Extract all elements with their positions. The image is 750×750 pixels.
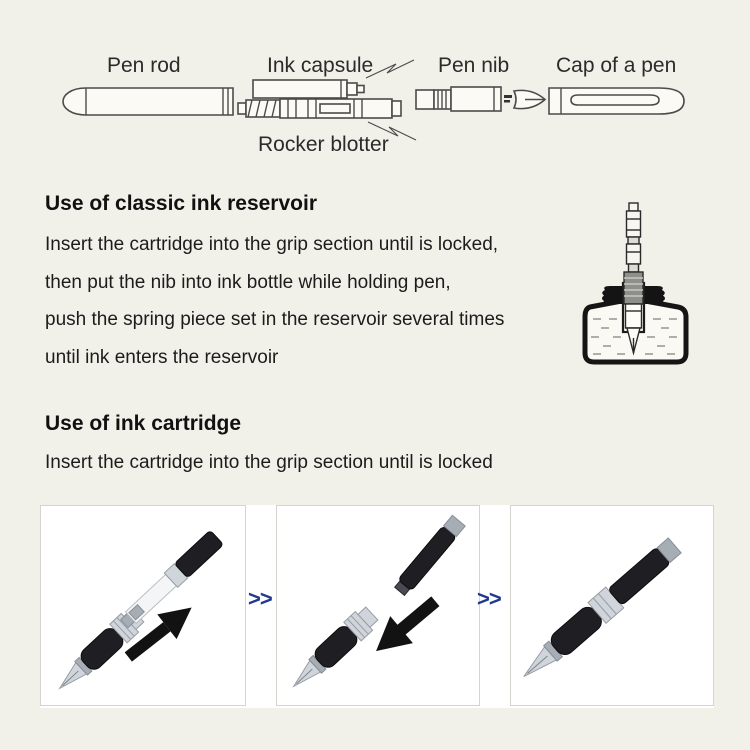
assembled-pen-photo	[515, 535, 684, 687]
chevron-right-icon: >>	[248, 586, 272, 611]
bottle-cap-left	[602, 286, 623, 304]
reservoir-instruction-line: Insert the cartridge into the grip section until is locked,	[45, 234, 499, 255]
step2-photo-box	[276, 505, 480, 706]
reservoir-instruction-line: then put the nib into ink bottle while holding pen,	[45, 272, 451, 293]
step3-assembled-pen-photo	[511, 506, 713, 705]
grip-section-photo	[285, 604, 381, 696]
rocker-blotter-label: Rocker blotter	[258, 133, 389, 156]
bottle-cap-right	[644, 286, 665, 304]
reservoir-instruction-line: until ink enters the reservoir	[45, 347, 279, 368]
cap-of-a-pen-label: Cap of a pen	[556, 54, 677, 77]
arrow-down-left-icon	[365, 588, 447, 665]
step2-insert-cartridge-photo	[277, 506, 479, 705]
section-heading-reservoir: Use of classic ink reservoir	[45, 192, 317, 215]
cartridge-instruction-line: Insert the cartridge into the grip section until is locked	[45, 452, 493, 473]
step1-insert-converter-photo	[41, 506, 245, 705]
ink-bottle-illustration	[573, 192, 748, 377]
ink-cartridge-photo	[393, 515, 466, 597]
pen-rod-drawing	[63, 88, 233, 115]
chevron-right-icon: >>	[477, 586, 501, 611]
pen-nib-drawing	[416, 87, 545, 111]
pen-nib-label: Pen nib	[438, 54, 510, 77]
reservoir-instruction-line: push the spring piece set in the reservoir several times	[45, 309, 505, 330]
section-heading-cartridge: Use of ink cartridge	[45, 412, 242, 435]
step1-photo-box	[40, 505, 246, 706]
ink-capsule-label: Ink capsule	[267, 54, 374, 77]
pen-rod-label: Pen rod	[107, 54, 181, 77]
pen-cap-drawing	[549, 88, 684, 114]
step3-photo-box	[510, 505, 714, 706]
